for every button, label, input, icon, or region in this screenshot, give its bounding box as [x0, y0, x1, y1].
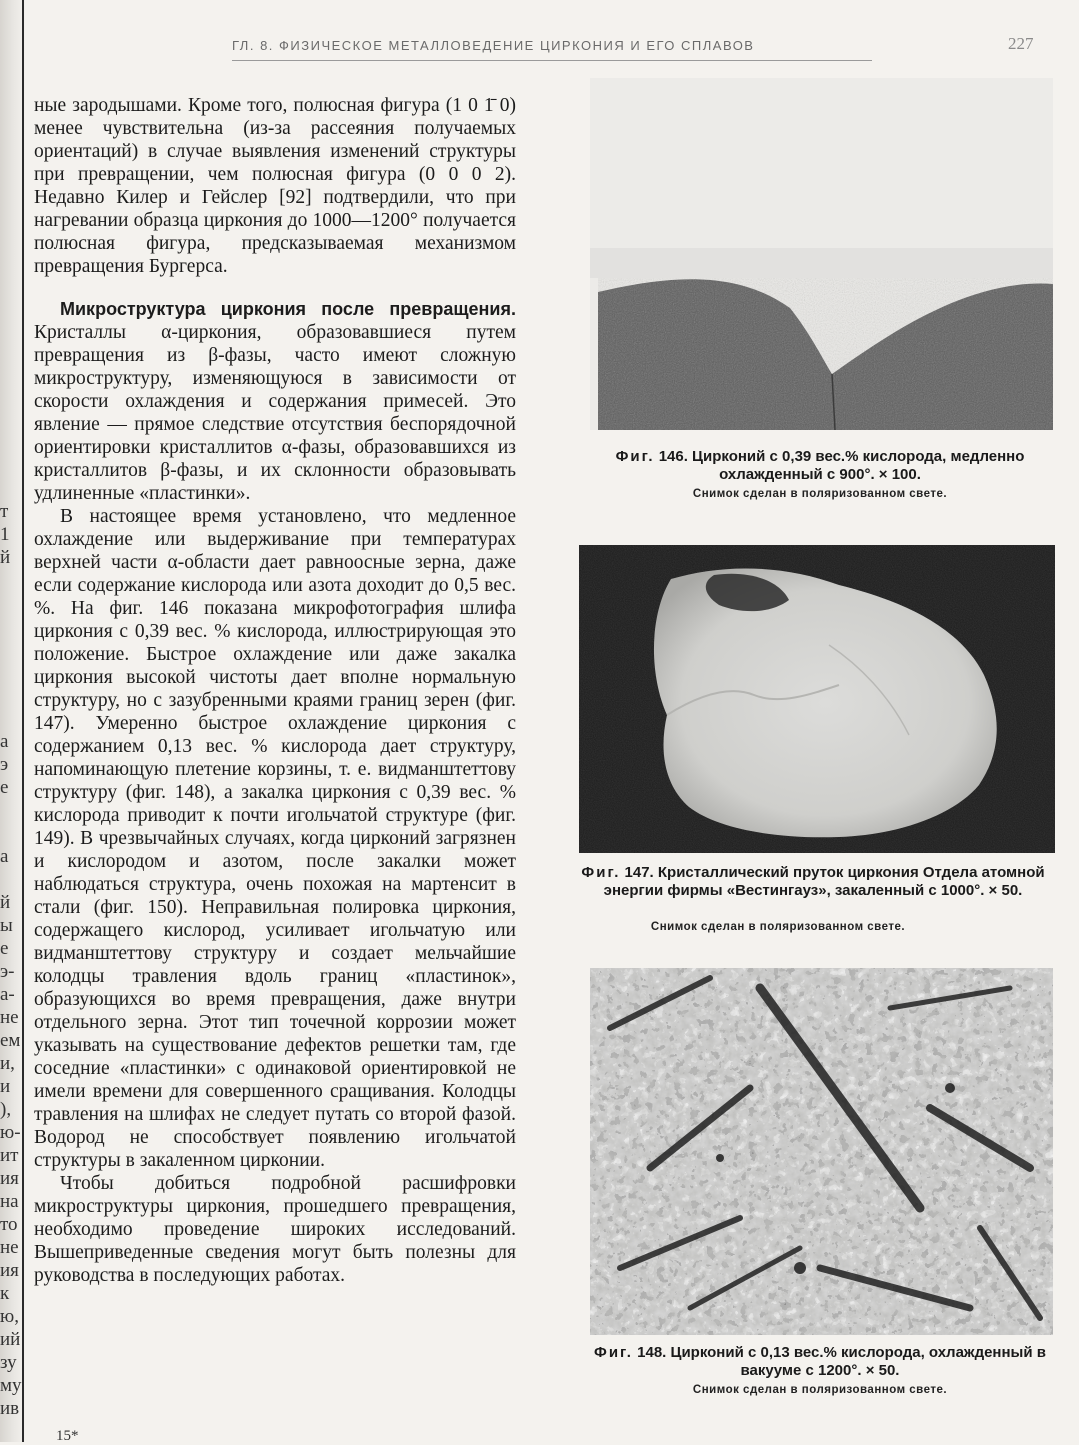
- figure-146-caption: [585, 448, 1055, 484]
- bleed-fragment: к: [0, 1283, 10, 1304]
- bleed-fragment: т: [0, 501, 9, 522]
- bleed-fragment: [0, 822, 22, 845]
- header-rule: [232, 60, 872, 61]
- bleed-fragment: и: [0, 1076, 11, 1097]
- running-head: ГЛ. 8. ФИЗИЧЕСКОЕ МЕТАЛЛОВЕДЕНИЕ ЦИРКОНИЯ И ЕГО СПЛАВОВ: [232, 38, 755, 53]
- paragraph-1: ные зародышами. Кроме того, полюсная фигура (1 0 1̄ 0) менее чувствительна (из-за рассеяния получаемых ориентаций) в случае выявления изменений структуры при превращении, чем полюсная фигура (0 0 0 2). Недавно Килер и Гейслер [92] подтвердили, что при нагревании образца циркония до 1000—1200° получается полюсная фигура, предсказываемая механизмом превращения Бургерса.: [34, 95, 516, 277]
- bleed-fragment: [0, 615, 22, 638]
- bleed-fragment: [0, 868, 22, 891]
- previous-page-fragments: [0, 500, 22, 1420]
- figure-147-caption: [568, 864, 1058, 900]
- bleed-fragment: [0, 569, 22, 592]
- bleed-fragment: э: [0, 754, 9, 775]
- bleed-fragment: э-: [0, 961, 15, 982]
- signature-mark: 15*: [56, 1428, 79, 1444]
- figure-146-photo: [590, 78, 1053, 430]
- bleed-fragment: [0, 684, 22, 707]
- figure-148-photo: [590, 968, 1053, 1335]
- bleed-fragment: а: [0, 731, 9, 752]
- section-title: Микроструктура циркония после превращения.: [60, 299, 516, 319]
- paragraph-2-text: Кристаллы α-циркония, образовавшиеся путем превращения из β-фазы, часто имеют сложную микроструктуру, изменяющуюся в зависимости от скорости охлаждения и содержания примесей. Это явление — прямое следствие отсутствия беспорядочной ориентировки кристаллитов α-фазы, образовавшихся из кристаллитов β-фазы, и их склонности образовывать удлиненные «пластинки».: [34, 322, 516, 504]
- binding-edge: [22, 0, 24, 1442]
- figure-146-label: Фиг.: [615, 448, 655, 465]
- bleed-fragment: а: [0, 846, 9, 867]
- bleed-fragment: му: [0, 1375, 22, 1396]
- figure-147-label: Фиг.: [581, 864, 621, 881]
- bleed-fragment: ив: [0, 1398, 20, 1419]
- bleed-fragment: а-: [0, 984, 15, 1005]
- figure-147-photo: [579, 545, 1055, 853]
- bleed-fragment: 1: [0, 524, 10, 545]
- figure-148-caption: [585, 1344, 1055, 1380]
- bleed-fragment: ы: [0, 915, 13, 936]
- bleed-fragment: ия: [0, 1260, 19, 1281]
- bleed-fragment: е: [0, 777, 9, 798]
- bleed-fragment: й: [0, 547, 11, 568]
- bleed-fragment: ю,: [0, 1306, 19, 1327]
- main-text-column: [34, 94, 516, 1287]
- bleed-fragment: е: [0, 938, 9, 959]
- bleed-fragment: ем: [0, 1030, 21, 1051]
- bleed-fragment: [0, 707, 22, 730]
- bleed-fragment: [0, 638, 22, 661]
- bleed-fragment: то: [0, 1214, 18, 1235]
- figure-146-note: Снимок сделан в поляризованном свете.: [692, 488, 948, 500]
- bleed-fragment: ю-: [0, 1122, 21, 1143]
- figure-148-label: Фиг.: [594, 1344, 633, 1361]
- bleed-fragment: на: [0, 1191, 19, 1212]
- figure-148-note: Снимок сделан в поляризованном свете.: [692, 1384, 948, 1396]
- bleed-fragment: не: [0, 1007, 19, 1028]
- bleed-fragment: ия: [0, 1168, 19, 1189]
- figure-146-caption-text: 146. Цирконий с 0,39 вес.% кислорода, медленно охлажденный с 900°. × 100.: [654, 448, 1025, 483]
- bleed-fragment: й: [0, 892, 11, 913]
- bleed-fragment: [0, 661, 22, 684]
- paragraph-3: В настоящее время установлено, что медленное охлаждение или выдерживание при температурах верхней части α-области дает равноосные зерна, даже если содержание кислорода или азота доходит до 0,5 вес. %. На фиг. 146 показана микрофотография шлифа циркония с 0,39 вес. % кислорода, иллюстрирующая это положение. Быстрое охлаждение или даже закалка циркония высокой чистоты дает вполне нормальную структуру, но с зазубренными краями границ зерен (фиг. 147). Умеренно быстрое охлаждение циркония с содержанием 0,13 вес. % кислорода дает структуру, напоминающую плетение корзины, т. е. видманштеттову структуру (фиг. 148), а закалка циркония с 0,39 вес. % кислорода приводит к почти игольчатой структуре (фиг. 149). В чрезвычайных случаях, когда цирконий загрязнен и кислородом и азотом, после закалки может наблюдаться структура, очень похожая на мартенсит в стали (фиг. 150). Неправильная полировка циркония, содержащего кислород, усиливает игольчатую или видманштеттову структуру и создает мельчайшие колодцы травления вдоль границ «пластинок», образующихся во время превращения, даже внутри отдельного зерна. Этот тип точечной коррозии может указывать на существование дефектов решетки там, где соседние «пластинки» с одинаковой ориентировкой не имели времени для совершенного сращивания. Колодцы травления на шлифах не следует путать со второй фазой. Водород не способствует появлению игольчатой структуры в закаленном цирконии.: [34, 506, 516, 1171]
- bleed-fragment: не: [0, 1237, 19, 1258]
- page-number: 227: [1008, 34, 1034, 53]
- paragraph-2: [34, 298, 516, 505]
- figure-147-note: Снимок сделан в поляризованном свете.: [650, 921, 906, 933]
- bleed-fragment: ),: [0, 1099, 12, 1120]
- bleed-fragment: ий: [0, 1329, 21, 1350]
- bleed-fragment: и,: [0, 1053, 15, 1074]
- bleed-fragment: ит: [0, 1145, 19, 1166]
- bleed-fragment: [0, 592, 22, 615]
- figure-148-caption-text: 148. Цирконий с 0,13 вес.% кислорода, охлажденный в вакууме с 1200°. × 50.: [632, 1344, 1046, 1379]
- bleed-fragment: зу: [0, 1352, 17, 1373]
- bleed-fragment: [0, 799, 22, 822]
- figure-147-caption-text: 147. Кристаллический пруток циркония Отдела атомной энергии фирмы «Вестингауз», закаленный с 1000°. × 50.: [603, 864, 1045, 899]
- paragraph-4: Чтобы добиться подробной расшифровки микроструктуры циркония, прошедшего превращения, необходимо проведение широких исследований. Вышеприведенные сведения могут быть полезны для руководства в последующих работах.: [34, 1173, 516, 1286]
